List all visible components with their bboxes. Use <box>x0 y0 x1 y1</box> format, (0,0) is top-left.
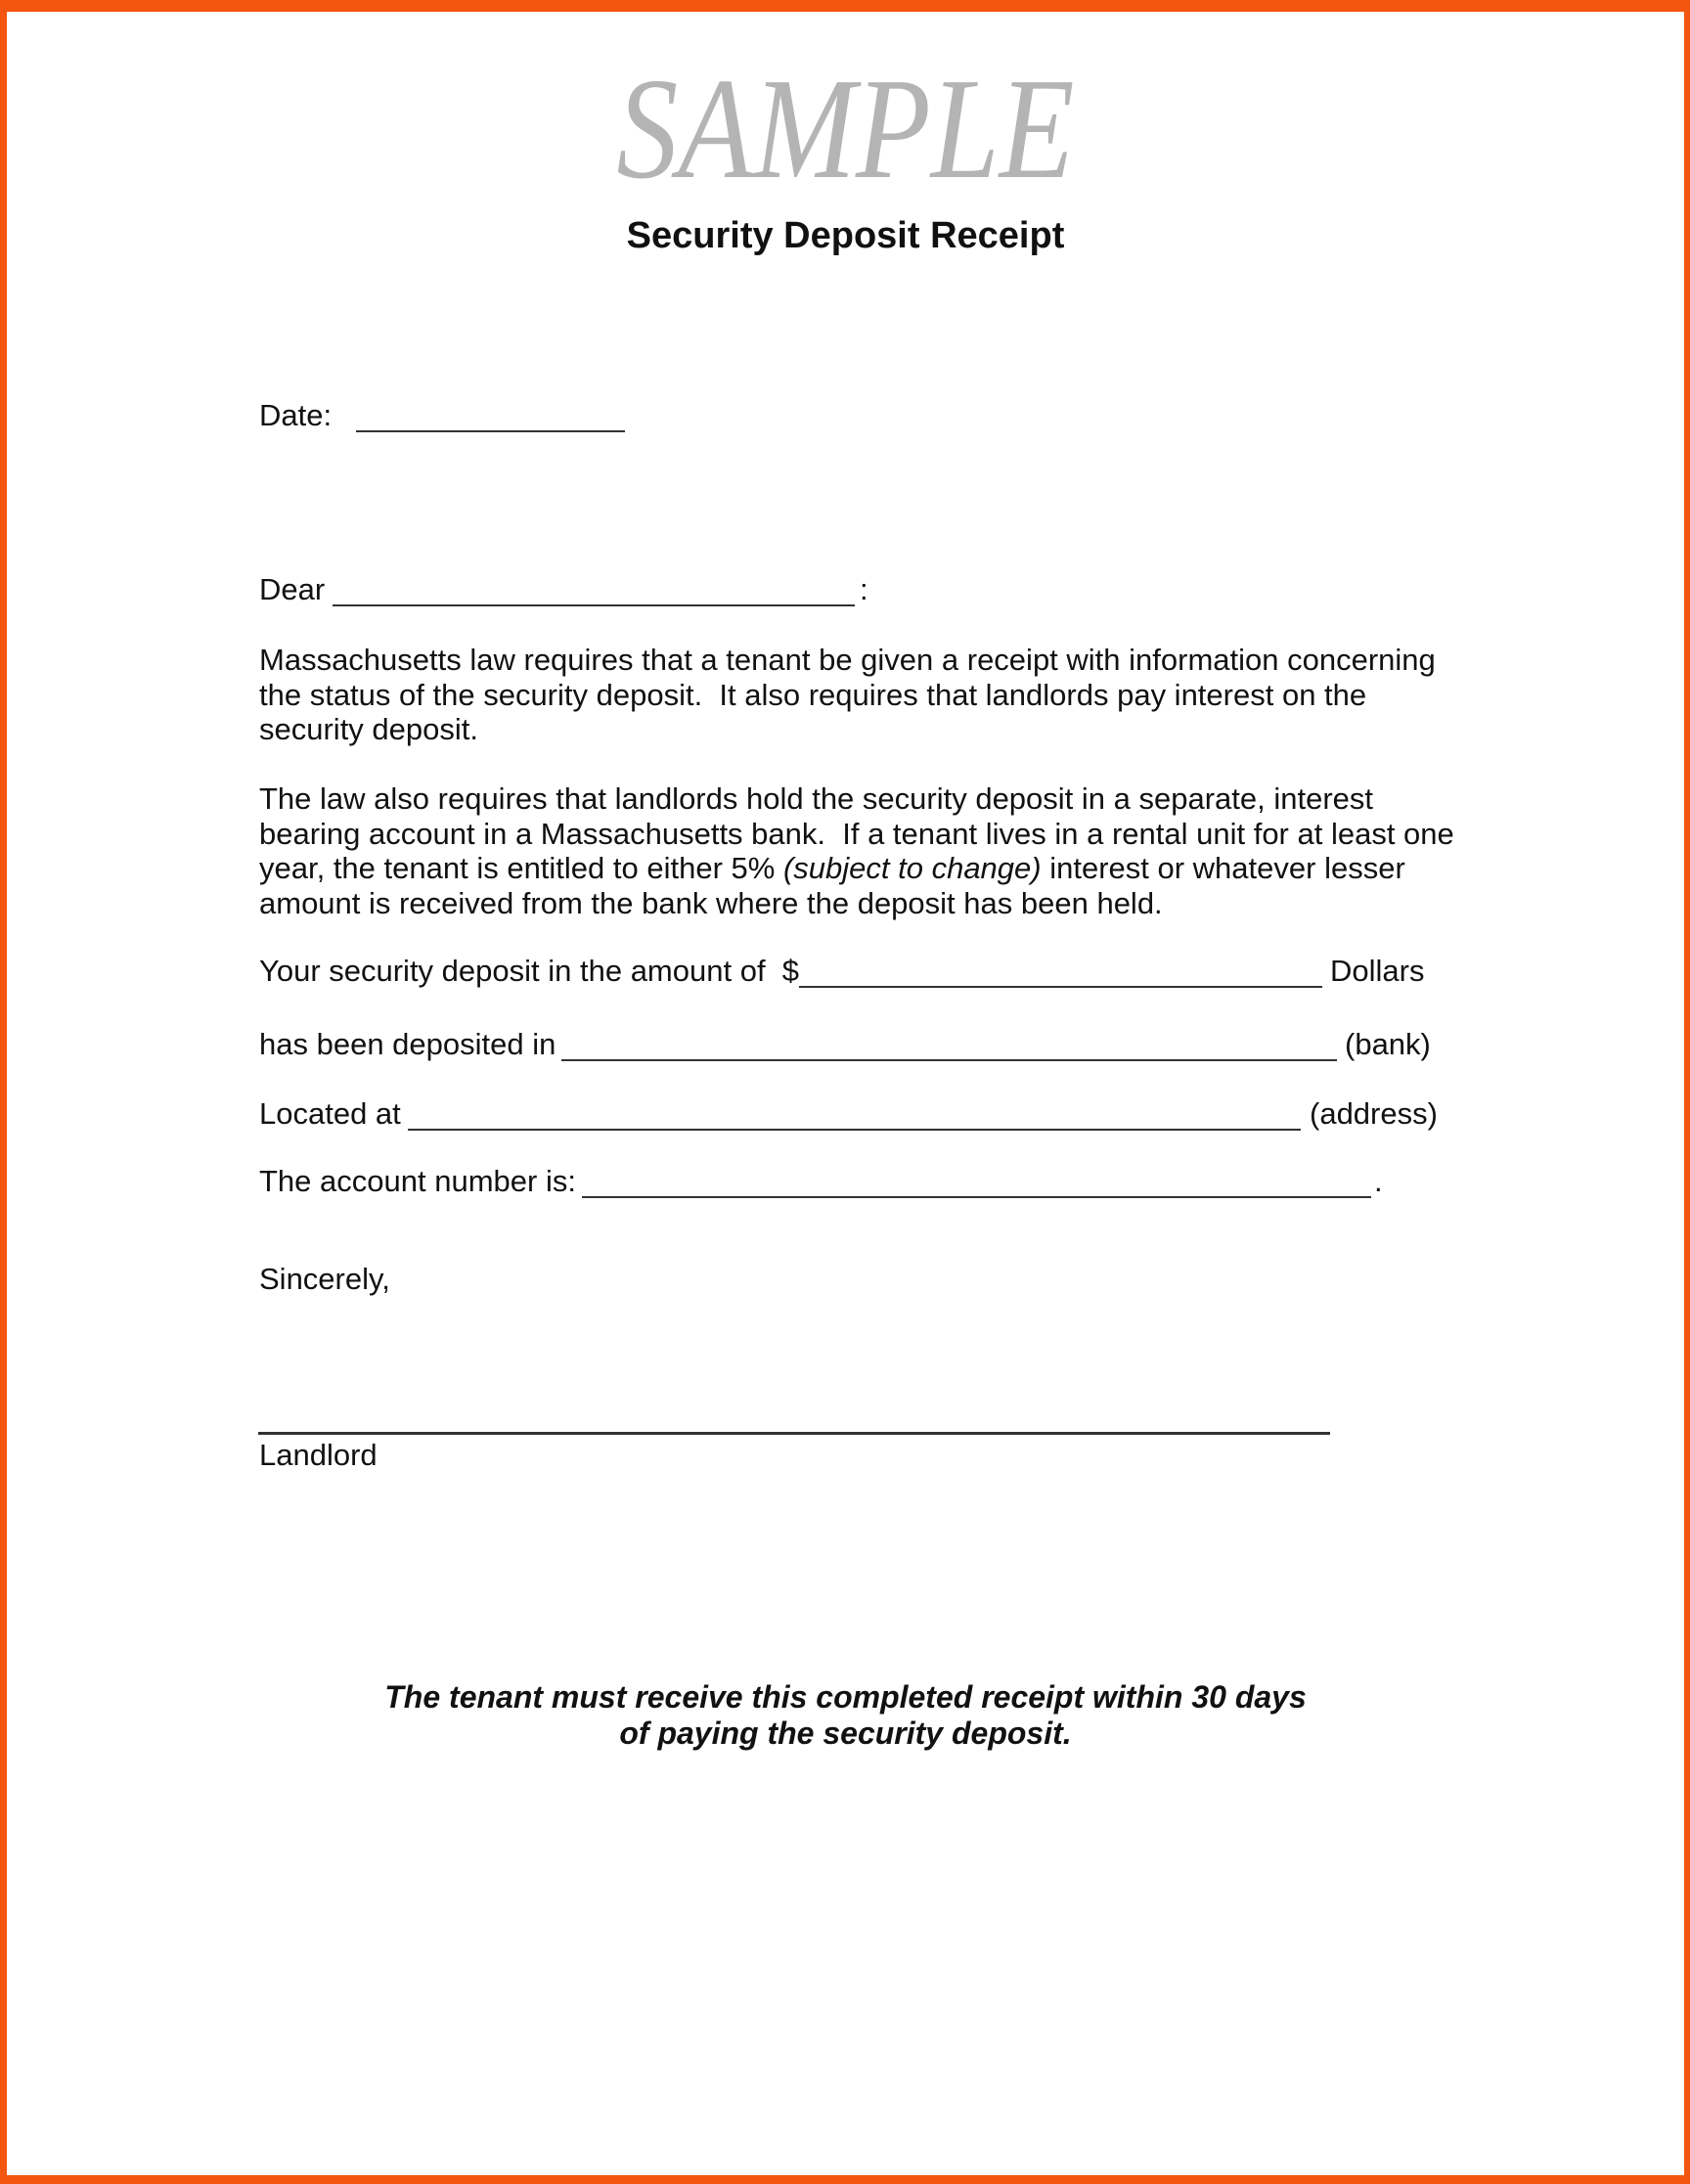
text-line <box>7 1716 1684 1752</box>
text-segment: interest or whatever lesser <box>1041 851 1405 885</box>
text-segment: of paying the security deposit. <box>619 1716 1072 1751</box>
amount-row <box>7 954 1684 989</box>
sincerely-row <box>7 1262 1684 1297</box>
text-segment: The tenant must receive this completed receipt within 30 days <box>384 1679 1307 1715</box>
amount-blank-line <box>799 954 1322 988</box>
paragraph-separate-account <box>259 781 1454 920</box>
text-segment: year, the tenant is entitled to either 5% <box>259 851 783 885</box>
account-blank-line <box>582 1164 1371 1198</box>
bank-suffix: (bank) <box>1345 1027 1431 1061</box>
document-title: Security Deposit Receipt <box>626 215 1065 256</box>
text-segment: bearing account in a Massachusetts bank. If a tenant lives in a rental unit for at least one <box>259 816 1454 851</box>
salutation-blank-line <box>333 572 855 606</box>
text-segment: amount is received from the bank where the deposit has been held. <box>259 885 1163 920</box>
text-line <box>7 1679 1684 1716</box>
sample-watermark: SAMPLE <box>616 49 1075 209</box>
address-row <box>7 1096 1684 1132</box>
landlord-label: Landlord <box>259 1438 378 1472</box>
text-line <box>259 886 1454 921</box>
amount-label: Your security deposit in the amount of $ <box>259 954 800 988</box>
bank-label: has been deposited in <box>259 1027 556 1061</box>
address-suffix: (address) <box>1310 1096 1438 1131</box>
text-segment: the status of the security deposit. It also requires that landlords pay interest on the <box>259 677 1367 712</box>
footer-notice <box>7 1679 1684 1752</box>
text-segment: Massachusetts law requires that a tenant be given a receipt with information concerning <box>259 643 1436 677</box>
landlord-row <box>7 1438 1684 1473</box>
text-line <box>259 781 1454 817</box>
bank-blank-line <box>561 1027 1337 1061</box>
date-row <box>7 398 1684 433</box>
address-label: Located at <box>259 1096 401 1131</box>
signature-line <box>258 1432 1330 1435</box>
amount-suffix: Dollars <box>1330 954 1425 988</box>
text-line <box>259 851 1454 886</box>
account-period: . <box>1374 1164 1383 1198</box>
text-segment: security deposit. <box>259 712 478 746</box>
bank-row <box>7 1027 1684 1062</box>
text-segment: The law also requires that landlords hold the security deposit in a separate, interest <box>259 781 1374 816</box>
salutation-label: Dear <box>259 572 326 606</box>
date-blank-line <box>356 398 625 432</box>
date-label: Date: <box>259 398 333 432</box>
text-line <box>259 643 1436 678</box>
address-blank-line <box>408 1096 1301 1131</box>
text-line <box>259 712 1436 747</box>
text-line <box>259 678 1436 713</box>
salutation-colon: : <box>860 572 868 606</box>
text-line <box>259 817 1454 852</box>
salutation-row <box>7 572 1684 607</box>
account-row <box>7 1164 1684 1199</box>
text-segment: (subject to change) <box>782 851 1042 885</box>
account-label: The account number is: <box>259 1164 576 1198</box>
paragraph-massachusetts-law <box>259 643 1436 747</box>
sincerely-label: Sincerely, <box>259 1262 390 1296</box>
